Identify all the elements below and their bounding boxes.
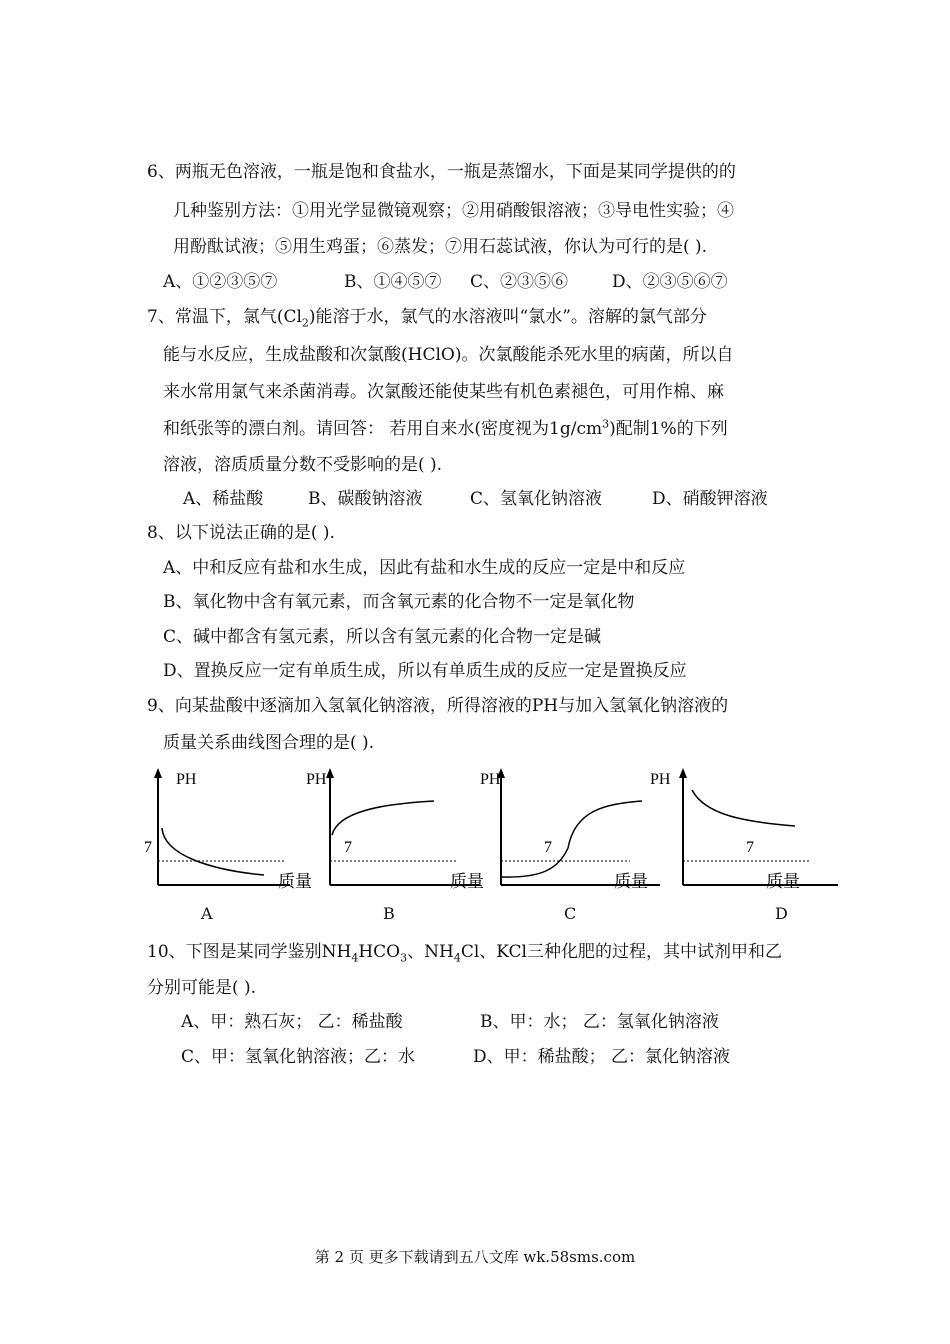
q7-line-1: 7、常温下，氯气$(Cl_2)$能溶于水，氯气的水溶液叫“氯水”。溶解的氯气部分 — [147, 307, 707, 330]
q7-line-4: 和纸张等的漂白剂。请回答： 若用自来水(密度视为$1g/cm^3$)配制1%的下列 — [163, 417, 728, 439]
q7-line-2: 能与水反应，生成盐酸和次氯酸(HClO)。次氯酸能杀死水里的病菌，所以自 — [163, 345, 734, 365]
q6-option-c: C、②③⑤⑥ — [470, 272, 569, 292]
q6-option-d: D、②③⑤⑥⑦ — [612, 272, 728, 292]
graph-a-y-arrow — [154, 768, 162, 778]
graph-d-seven-label: 7 — [746, 839, 754, 856]
q10-line-1: 10、下图是某同学鉴别$NH_4HCO_3$、$NH_4Cl$、KCl三种化肥的过程，其中试剂甲和乙 — [147, 942, 782, 965]
q9-line-2: 质量关系曲线图合理的是( ). — [163, 733, 375, 753]
graph-b-x-label: 质量 — [450, 872, 484, 892]
q8-option-a: A、中和反应有盐和水生成，因此有盐和水生成的反应一定是中和反应 — [163, 558, 686, 578]
q7-option-b: B、碳酸钠溶液 — [308, 489, 423, 509]
graph-a-curve — [162, 828, 264, 875]
graph-a-seven-label: 7 — [144, 839, 152, 856]
q8-option-c: C、碱中都含有氢元素，所以含有氢元素的化合物一定是碱 — [163, 627, 602, 647]
graph-d-label: D — [775, 904, 788, 923]
q7-option-a: A、稀盐酸 — [183, 489, 264, 509]
graph-b-seven-label: 7 — [344, 839, 352, 856]
q6-line-2: 几种鉴别方法：①用光学显微镜观察；②用硝酸银溶液；③导电性实验；④ — [173, 201, 734, 221]
graph-a — [140, 760, 312, 900]
graph-c-seven-label: 7 — [544, 839, 552, 856]
q6-option-b: B、①④⑤⑦ — [344, 272, 442, 292]
q7-line-5: 溶液，溶质质量分数不受影响的是( ). — [163, 455, 443, 475]
graph-a-y-label: PH — [176, 771, 197, 788]
graph-d-curve — [692, 790, 795, 826]
graph-b-y-label: PH — [306, 771, 327, 788]
q8-option-b: B、氧化物中含有氧元素，而含氧元素的化合物不一定是氧化物 — [163, 592, 635, 612]
q6-line-1: 6、两瓶无色溶液，一瓶是饱和食盐水，一瓶是蒸馏水，下面是某同学提供的的 — [147, 162, 736, 182]
graph-d — [650, 760, 850, 900]
graph-c-x-label: 质量 — [614, 872, 648, 892]
q10-option-c: C、甲：氢氧化钠溶液；乙：水 — [181, 1047, 416, 1067]
q7-line-3: 来水常用氯气来杀菌消毒。次氯酸还能使某些有机色素褪色，可用作棉、麻 — [163, 382, 724, 402]
q9-line-1: 9、向某盐酸中逐滴加入氢氧化钠溶液，所得溶液的PH与加入氢氧化钠溶液的 — [147, 696, 729, 716]
graph-c-label: C — [564, 904, 577, 923]
q10-option-d: D、甲：稀盐酸； 乙：氯化钠溶液 — [473, 1047, 731, 1067]
graph-d-y-arrow — [679, 768, 687, 778]
graph-b-y-arrow — [326, 768, 334, 778]
q10-option-a: A、甲：熟石灰； 乙：稀盐酸 — [181, 1012, 403, 1032]
q7-option-d: D、硝酸钾溶液 — [652, 489, 768, 509]
q10-line-2: 分别可能是( ). — [147, 978, 257, 998]
graph-c-curve — [502, 801, 642, 877]
graph-b — [306, 760, 490, 900]
graph-d-y-label: PH — [650, 771, 671, 788]
q7-option-c: C、氢氧化钠溶液 — [470, 489, 603, 509]
graph-b-curve — [332, 801, 434, 835]
q10-option-b: B、甲：水； 乙：氢氧化钠溶液 — [480, 1012, 719, 1032]
q6-option-a: A、①②③⑤⑦ — [163, 272, 278, 292]
q8-option-d: D、置换反应一定有单质生成，所以有单质生成的反应一定是置换反应 — [163, 661, 687, 681]
graph-c — [480, 760, 670, 900]
page-footer: 第 2 页 更多下载请到五八文库 wk.58sms.com — [314, 1248, 636, 1266]
graph-b-label: B — [383, 904, 395, 923]
q6-line-3: 用酚酞试液；⑤用生鸡蛋；⑥蒸发；⑦用石蕊试液，你认为可行的是( ). — [173, 237, 708, 257]
q8-line-1: 8、以下说法正确的是( ). — [147, 523, 335, 543]
graph-a-label: A — [201, 904, 213, 923]
graph-a-x-label: 质量 — [278, 872, 312, 892]
graph-d-x-label: 质量 — [766, 872, 800, 892]
graph-c-y-label: PH — [480, 771, 501, 788]
